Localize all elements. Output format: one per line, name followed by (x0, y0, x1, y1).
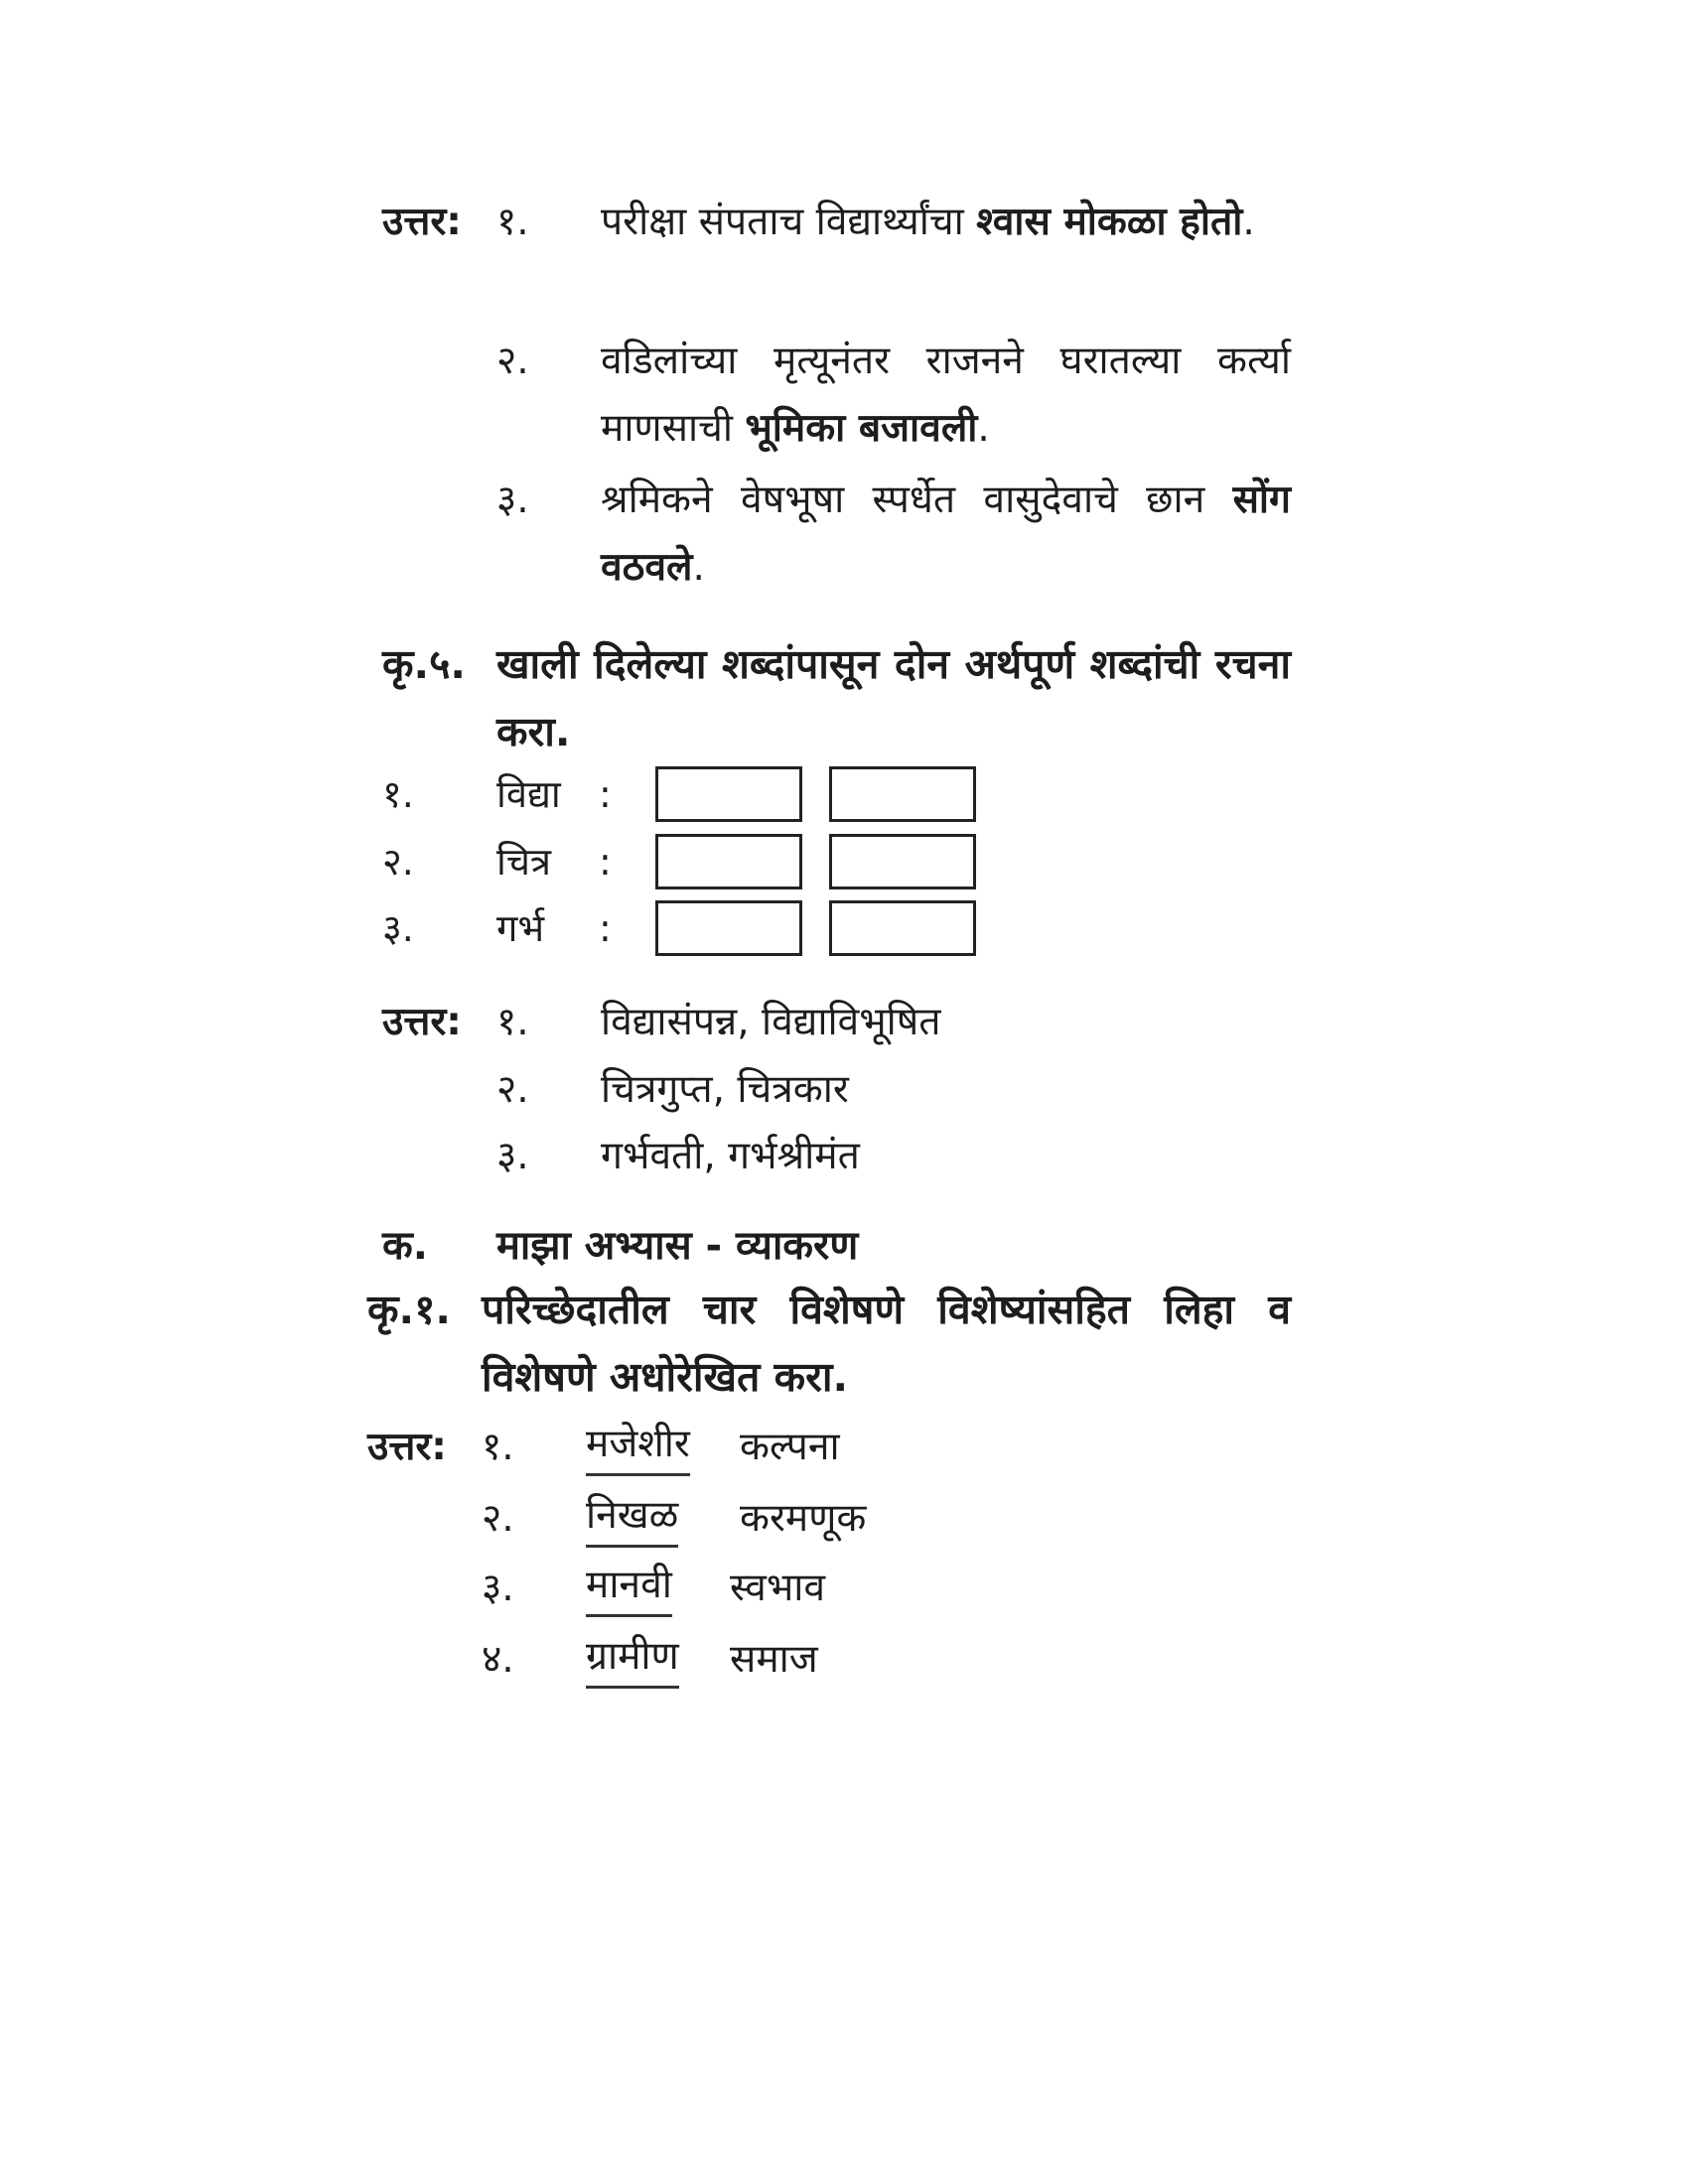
adjective: मजेशीर (586, 1418, 690, 1476)
question-label: कृ.५. (382, 640, 466, 688)
item-number: २. (482, 1496, 514, 1541)
item-number: १. (496, 1000, 529, 1044)
colon: : (599, 772, 612, 816)
word-grid-row (382, 764, 978, 824)
item-number: ३. (496, 1134, 529, 1178)
answer-line (367, 1630, 1062, 1690)
answer-item: परीक्षा संपताच विद्यार्थ्यांचा श्वास मोकळा होतो. (601, 200, 1255, 244)
item-number: ३. (382, 906, 414, 950)
answer-text: चित्रगुप्त, चित्रकार (601, 1067, 849, 1112)
adjective: निखळ (586, 1489, 678, 1548)
answer-box (655, 766, 802, 822)
colon: : (599, 906, 612, 950)
answer-line (382, 993, 1077, 1052)
answer-line (382, 1060, 1077, 1120)
item-number: ४. (482, 1637, 514, 1682)
answer-label: उत्तर: (382, 1000, 462, 1044)
answer-line (367, 1559, 1062, 1618)
answer-label: उत्तर: (382, 200, 462, 244)
section-label: क. (382, 1223, 428, 1269)
answer-box (829, 834, 976, 889)
adjective: मानवी (586, 1559, 672, 1617)
answer-line (367, 1489, 1062, 1549)
item-number: ३. (496, 478, 529, 522)
answer-text: गर्भवती, गर्भश्रीमंत (601, 1134, 860, 1178)
root-word: चित्र (496, 840, 551, 884)
colon: : (599, 840, 612, 884)
item-number: ३. (482, 1566, 514, 1610)
item-number: १. (496, 200, 529, 244)
root-word: गर्भ (496, 906, 545, 950)
answer-box (829, 766, 976, 822)
question-text: परिच्छेदातील चार विशेषणे विशेष्यांसहित लिहा व विशेषणे अधोरेखित करा. (482, 1286, 1291, 1401)
section-heading (382, 1216, 1077, 1276)
answer-line (367, 1418, 1062, 1477)
answer-box (655, 900, 802, 956)
word-grid-row (382, 832, 978, 891)
question-1 (367, 1276, 1291, 1415)
item-number: २. (496, 339, 529, 383)
word-grid-row (382, 898, 978, 958)
answer-text: विद्यासंपन्न, विद्याविभूषित (601, 1000, 941, 1044)
item-number: २. (382, 840, 414, 884)
question-text: खाली दिलेल्या शब्दांपासून दोन अर्थपूर्ण शब्दांची रचना करा. (496, 640, 1291, 755)
answer-item: वडिलांच्या मृत्यूनंतर राजनने घरातल्या कर्त्या माणसाची भूमिका बजावली. (601, 339, 1291, 451)
question-5 (382, 630, 1291, 769)
noun: समाज (730, 1637, 818, 1682)
answer-block-1 (382, 189, 1291, 596)
noun: कल्पना (740, 1425, 840, 1469)
item-number: १. (382, 772, 414, 816)
answer-box (655, 834, 802, 889)
section-title: माझा अभ्यास - व्याकरण (496, 1223, 859, 1269)
question-label: कृ.१. (367, 1286, 451, 1333)
noun: करमणूक (740, 1496, 867, 1541)
answer-line (382, 1127, 1077, 1186)
item-number: २. (496, 1067, 529, 1112)
root-word: विद्या (496, 772, 561, 816)
item-number: १. (482, 1425, 514, 1469)
adjective: ग्रामीण (586, 1630, 679, 1689)
answer-label: उत्तर: (367, 1425, 447, 1469)
answer-box (829, 900, 976, 956)
noun: स्वभाव (730, 1566, 826, 1610)
answer-item: श्रमिकने वेषभूषा स्पर्धेत वासुदेवाचे छान सोंग वठवले. (601, 478, 1291, 590)
